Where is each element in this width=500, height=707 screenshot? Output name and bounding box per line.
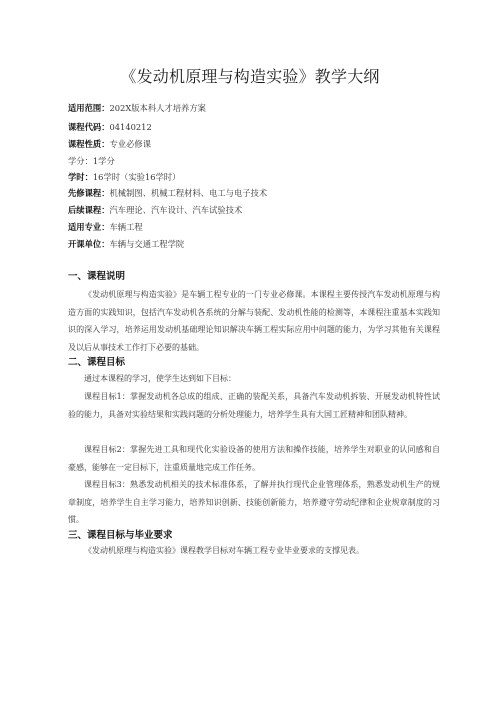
meta-value: 202X版本科人才培养方案 bbox=[109, 103, 206, 113]
meta-key: 课程代码： bbox=[68, 122, 110, 132]
paragraph: 课程目标3：熟悉发动机相关的技术标准体系，了解并执行现代企业管理体系，熟悉发动机生产的规章制度，培养学生自主学习能力，培养知识创新、技能创新能力，培养遵守劳动纪律和企业规章制度的习惯。 bbox=[68, 480, 440, 525]
meta-course-code bbox=[68, 122, 152, 133]
meta-key: 适用范围： bbox=[68, 103, 110, 113]
document-title: 《发动机原理与构造实验》教学大纲 bbox=[120, 67, 380, 86]
meta-credits bbox=[68, 156, 115, 167]
meta-prerequisites bbox=[68, 188, 267, 199]
meta-department bbox=[68, 239, 184, 250]
meta-key: 学时： bbox=[68, 172, 93, 182]
meta-key: 学分： bbox=[68, 156, 93, 166]
meta-value: 车辆与交通工程学院 bbox=[109, 239, 185, 249]
paragraph: 《发动机原理与构造实验》是车辆工程专业的一门专业必修课。本课程主要传授汽车发动机原理与构造方面的实践知识，包括汽车发动机各系统的分解与装配、发动机性能的检测等，本课程注重基本实践知识的深入学习，培养运用发动机基础理论知识解决车辆工程实际应用中问题的能力，为学习其他有关课程及以后从事技术工作打下必要的基础。 bbox=[68, 290, 440, 352]
meta-value: 机械制图、机械工程材料、电工与电子技术 bbox=[109, 188, 268, 198]
meta-key: 后续课程： bbox=[68, 205, 110, 215]
meta-key: 适用专业： bbox=[68, 222, 110, 232]
meta-key: 课程性质： bbox=[68, 139, 110, 149]
meta-key: 开课单位： bbox=[68, 239, 110, 249]
meta-value: 汽车理论、汽车设计、汽车试验技术 bbox=[109, 205, 243, 215]
section-heading: 三、课程目标与毕业要求 bbox=[68, 530, 173, 541]
paragraph: 《发动机原理与构造实验》课程教学目标对车辆工程专业毕业要求的支撑见表。 bbox=[84, 546, 364, 555]
section-heading: 二、课程目标 bbox=[68, 357, 126, 368]
meta-value: 专业必修课 bbox=[109, 139, 151, 149]
meta-follow-up bbox=[68, 205, 242, 216]
section-heading: 一、课程说明 bbox=[68, 271, 126, 282]
meta-value: 车辆工程 bbox=[109, 222, 143, 232]
meta-hours bbox=[68, 172, 180, 183]
meta-value: 1学分 bbox=[92, 156, 115, 166]
paragraph: 通过本课程的学习，使学生达到如下目标： bbox=[84, 374, 236, 383]
meta-value: 04140212 bbox=[109, 122, 152, 132]
paragraph: 课程目标1：掌握发动机各总成的组成、正确的装配关系，具备汽车发动机拆装、开展发动机特性试验的能力，具备对实验结果和实践问题的分析处理能力，培养学生具有大国工匠精神和团队精神。 bbox=[68, 392, 440, 419]
meta-course-nature bbox=[68, 139, 151, 150]
meta-key: 先修课程： bbox=[68, 188, 110, 198]
meta-major bbox=[68, 222, 143, 233]
paragraph: 课程目标2：掌握先进工具和现代化实验设备的使用方法和操作技能，培养学生对职业的认同感和自豪感，能够在一定目标下，注重质量地完成工作任务。 bbox=[68, 445, 440, 472]
meta-scope bbox=[68, 103, 206, 114]
meta-value: 16学时（实验16学时） bbox=[92, 172, 181, 182]
